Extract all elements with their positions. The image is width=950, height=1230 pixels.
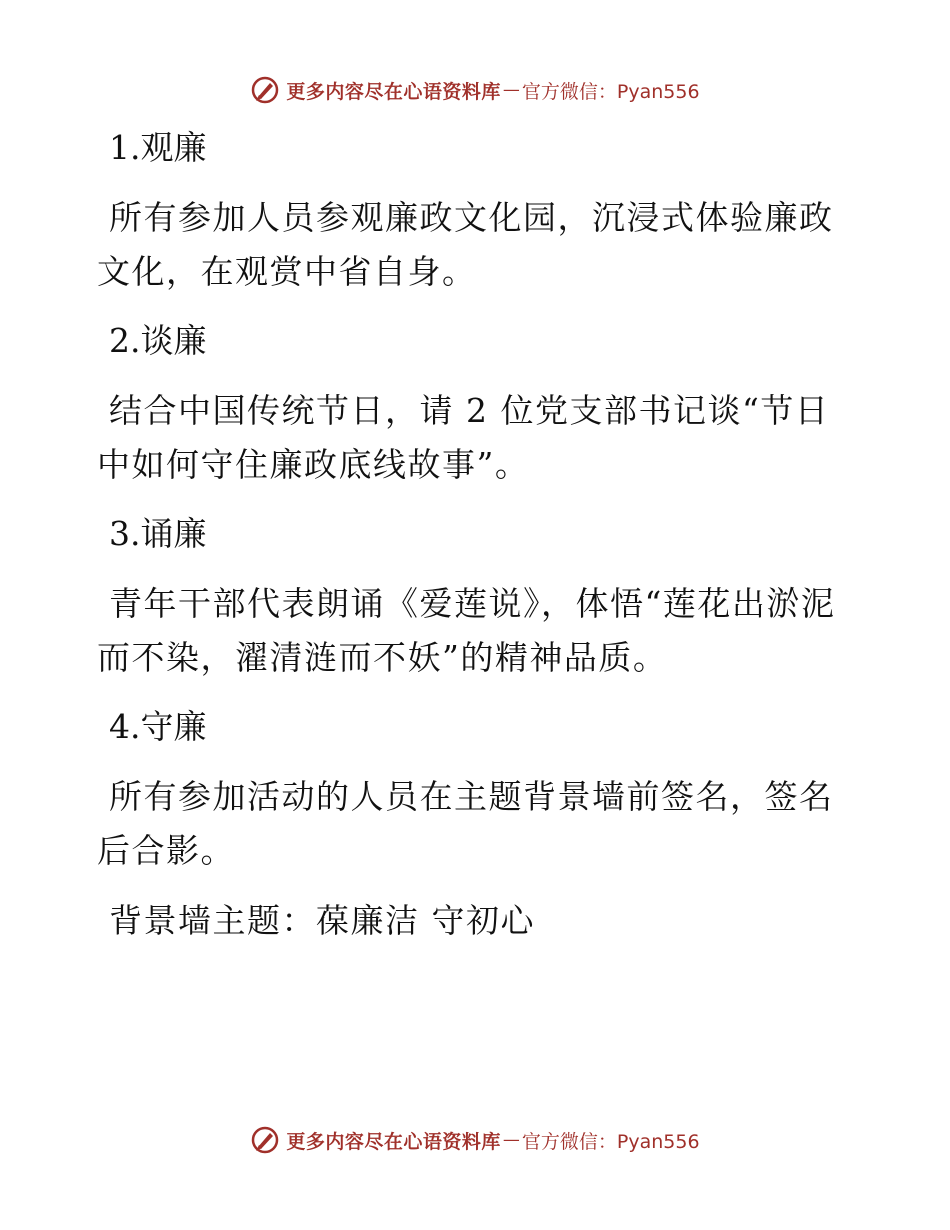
section-2 (97, 315, 837, 508)
banner-separator: — (502, 1130, 520, 1150)
section-1 (97, 122, 837, 315)
banner-separator: — (502, 80, 520, 100)
banner-slogan: 更多内容尽在心语资料库 (286, 80, 501, 103)
banner-wechat-id: 官方微信：Pyan556 (521, 1130, 700, 1153)
quill-pen-logo-icon (250, 1125, 280, 1155)
section-heading: 1.观廉 (109, 128, 207, 167)
section-paragraph: 所有参加活动的人员在主题背景墙前签名，签名后合影。 (97, 777, 834, 870)
banner-slogan: 更多内容尽在心语资料库 (286, 1130, 501, 1153)
banner-wechat-id: 官方微信：Pyan556 (521, 80, 700, 103)
section-3 (97, 508, 837, 701)
background-wall-theme: 背景墙主题：葆廉洁 守初心 (109, 901, 535, 940)
document-body (97, 122, 837, 948)
section-heading: 4.守廉 (109, 707, 207, 746)
section-heading: 3.诵廉 (109, 514, 207, 553)
section-paragraph: 结合中国传统节日，请 2 位党支部书记谈“节日中如何守住廉政底线故事”。 (97, 391, 830, 484)
section-heading: 2.谈廉 (109, 321, 207, 360)
section-paragraph: 青年干部代表朗诵《爱莲说》，体悟“莲花出淤泥而不染，濯清涟而不妖”的精神品质。 (97, 584, 836, 677)
footer-banner (0, 1120, 950, 1160)
section-paragraph: 所有参加人员参观廉政文化园，沉浸式体验廉政文化，在观赏中省自身。 (97, 198, 834, 291)
quill-pen-logo-icon (250, 75, 280, 105)
header-banner (0, 70, 950, 110)
section-4 (97, 701, 837, 894)
